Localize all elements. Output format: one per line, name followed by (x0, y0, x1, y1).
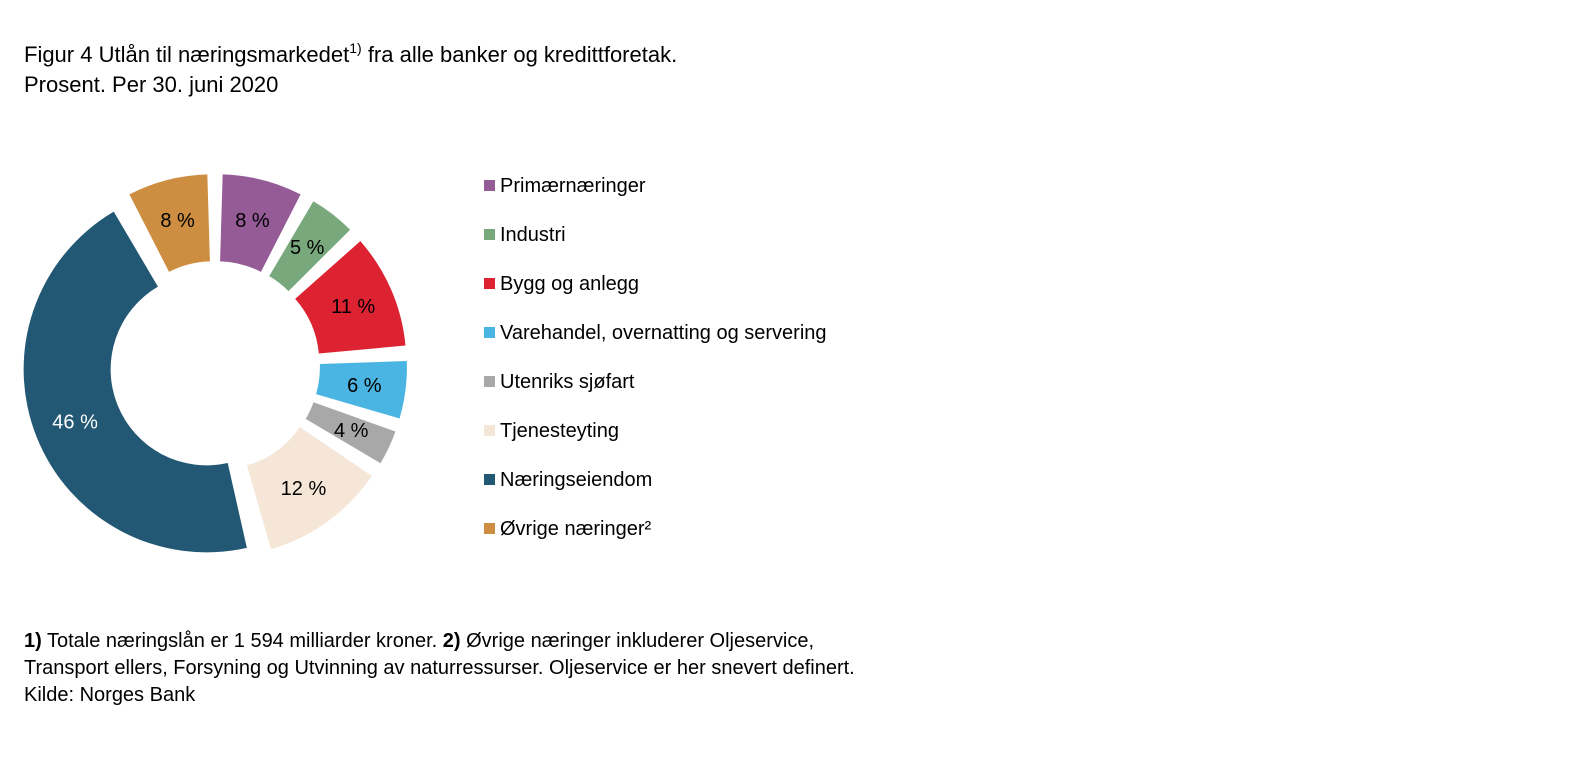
title-text-rest: fra alle banker og kredittforetak. (361, 42, 678, 67)
legend-label: Øvrige næringer² (500, 518, 652, 540)
legend-swatch (484, 229, 495, 240)
donut-slice-7 (24, 212, 247, 553)
legend-swatch (484, 180, 495, 191)
footnote (24, 628, 855, 709)
legend-label: Tjenesteyting (500, 420, 619, 442)
legend-item-1 (484, 172, 827, 221)
title-text: Figur 4 Utlån til næringsmarkedet (24, 42, 350, 67)
footnote-marker-2: 2) (442, 630, 461, 652)
legend-item-6 (484, 417, 827, 466)
slice-label-6: 12 % (280, 477, 327, 500)
title-footnote-marker: 1) (349, 40, 362, 56)
donut-chart (0, 0, 460, 560)
legend-item-4 (484, 319, 827, 368)
footnote-marker-1: 1) (24, 630, 42, 652)
footnote-line-2: Transport ellers, Forsyning og Utvinning av naturressurser. Oljeservice er her snevert definert. (24, 657, 855, 679)
legend-item-3 (484, 270, 827, 319)
legend-label: Primærnæringer (500, 175, 646, 197)
legend-item-8 (484, 515, 827, 564)
slice-label-8: 8 % (160, 210, 195, 233)
legend-label: Utenriks sjøfart (500, 371, 635, 393)
legend-swatch (484, 327, 495, 338)
legend-item-2 (484, 221, 827, 270)
footnote-line-1 (24, 628, 855, 655)
slice-label-5: 4 % (333, 420, 369, 443)
legend-item-5 (484, 368, 827, 417)
legend-swatch (484, 376, 495, 387)
footnote-text-2: Øvrige næringer inkluderer Oljeservice, (460, 630, 815, 652)
legend-swatch (484, 523, 495, 534)
slice-label-4: 6 % (347, 374, 382, 397)
legend-swatch (484, 425, 495, 436)
legend-swatch (484, 278, 495, 289)
slice-label-2: 5 % (290, 237, 325, 260)
legend-label: Varehandel, overnatting og servering (500, 322, 827, 344)
chart-subtitle: Prosent. Per 30. juni 2020 (24, 72, 279, 97)
legend-label: Industri (500, 224, 566, 246)
legend-label: Næringseiendom (500, 469, 653, 491)
slice-label-3: 11 % (331, 296, 376, 319)
source-note: Kilde: Norges Bank (24, 684, 196, 706)
legend-label: Bygg og anlegg (500, 273, 640, 295)
legend-item-7 (484, 466, 827, 515)
slice-label-1: 8 % (235, 210, 270, 233)
slice-label-7: 46 % (52, 411, 98, 434)
footnote-text-1: Totale næringslån er 1 594 milliarder kroner. (41, 630, 443, 652)
legend-swatch (484, 474, 495, 485)
chart-legend (484, 172, 827, 564)
